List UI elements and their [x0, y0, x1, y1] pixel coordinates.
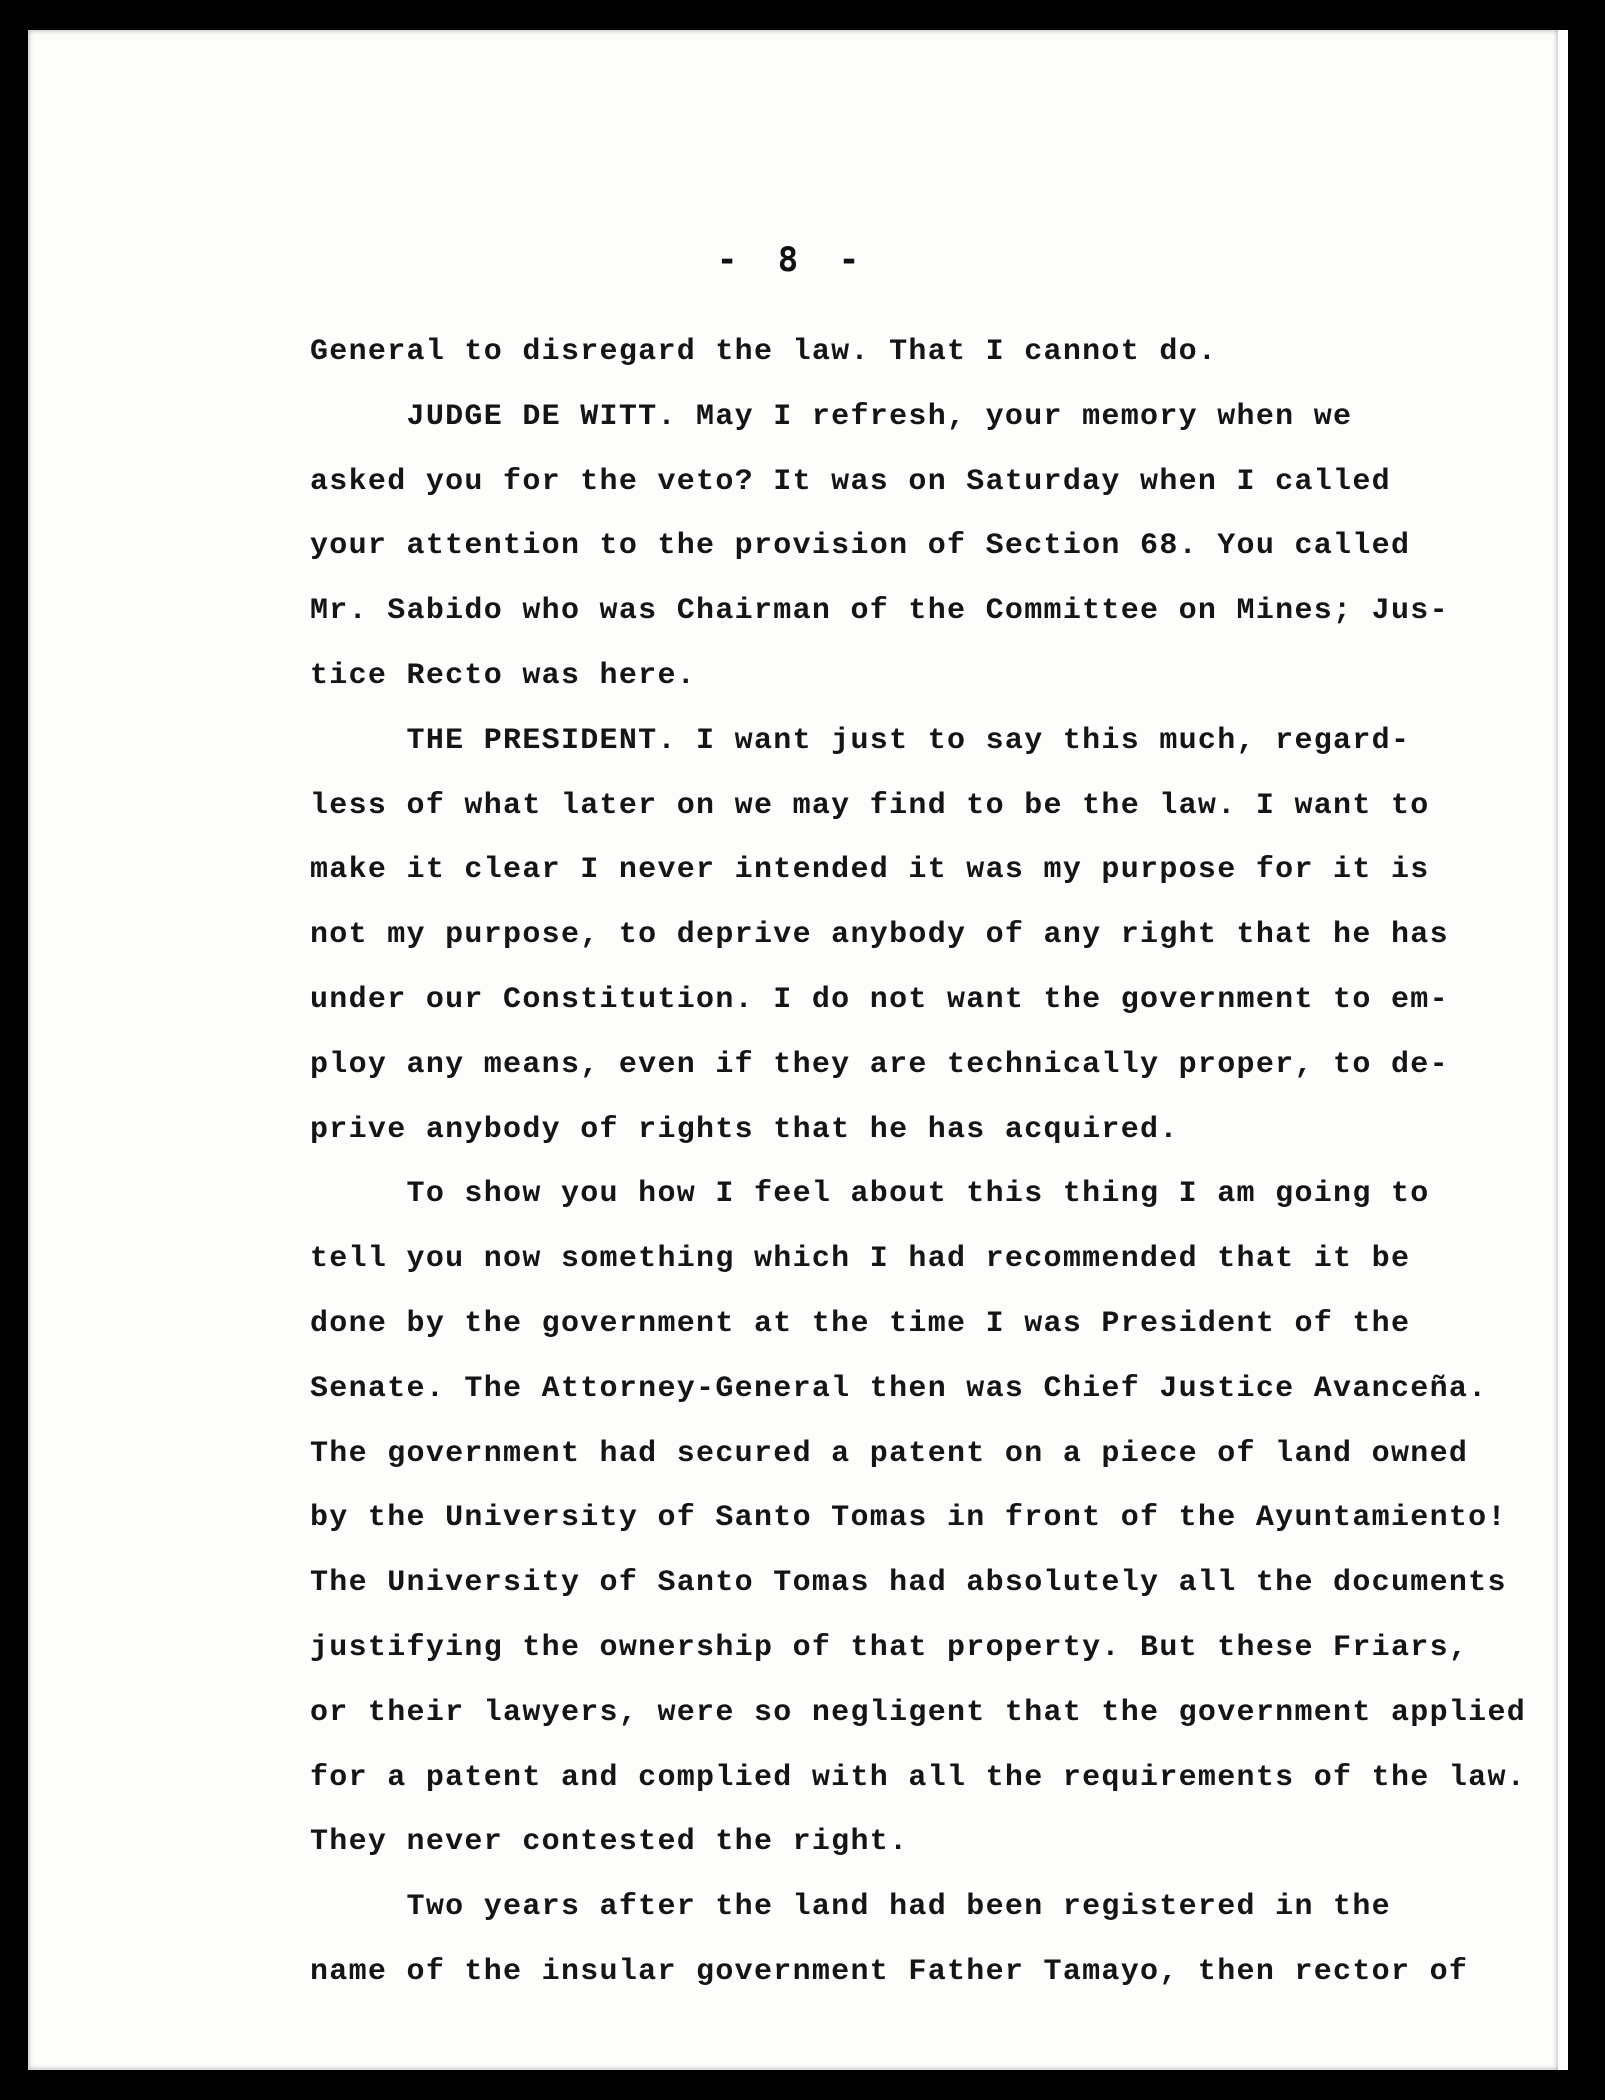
text-line: justifying the ownership of that property. But these Friars, [310, 1630, 1469, 1665]
text-line: less of what later on we may find to be the law. I want to [310, 788, 1430, 823]
text-line: They never contested the right. [310, 1825, 909, 1860]
text-line: To show you how I feel about this thing I am going to [310, 1177, 1430, 1212]
text-line: by the University of Santo Tomas in front of the Ayuntamiento! [310, 1501, 1507, 1536]
text-line: asked you for the veto? It was on Saturday when I called [310, 464, 1391, 499]
text-line: General to disregard the law. That I cannot do. [310, 335, 1218, 369]
text-line: The government had secured a patent on a piece of land owned [310, 1436, 1469, 1471]
text-line: Senate. The Attorney-General then was Chief Justice Avanceña. [310, 1371, 1488, 1406]
page-number: - 8 - [716, 240, 870, 280]
text-line: Mr. Sabido who was Chairman of the Committee on Mines; Jus- [310, 594, 1449, 629]
text-line: The University of Santo Tomas had absolutely all the documents [310, 1566, 1507, 1601]
text-line: prive anybody of rights that he has acquired. [310, 1112, 1179, 1147]
text-line: done by the government at the time I was President of the [310, 1306, 1411, 1341]
text-line: Two years after the land had been registered in the [310, 1890, 1391, 1925]
text-line: your attention to the provision of Section 68. You called [310, 529, 1411, 564]
text-line: ploy any means, even if they are technically proper, to de- [310, 1047, 1449, 1082]
page-edge [1558, 30, 1568, 2070]
body-text [310, 320, 1550, 2005]
text-line: THE PRESIDENT. I want just to say this much, regard- [310, 723, 1411, 758]
text-line: or their lawyers, were so negligent that the government applied [310, 1695, 1527, 1730]
document-page [28, 30, 1558, 2070]
text-line: tell you now something which I had recommended that it be [310, 1242, 1411, 1277]
text-line: not my purpose, to deprive anybody of any right that he has [310, 918, 1449, 953]
text-line: name of the insular government Father Tamayo, then rector of [310, 1954, 1469, 1989]
text-line: make it clear I never intended it was my purpose for it is [310, 853, 1430, 888]
text-line: tice Recto was here. [310, 658, 697, 693]
text-line: under our Constitution. I do not want the government to em- [310, 982, 1449, 1017]
text-line: JUDGE DE WITT. May I refresh, your memory when we [310, 399, 1353, 434]
text-line: for a patent and complied with all the requirements of the law. [310, 1760, 1527, 1795]
